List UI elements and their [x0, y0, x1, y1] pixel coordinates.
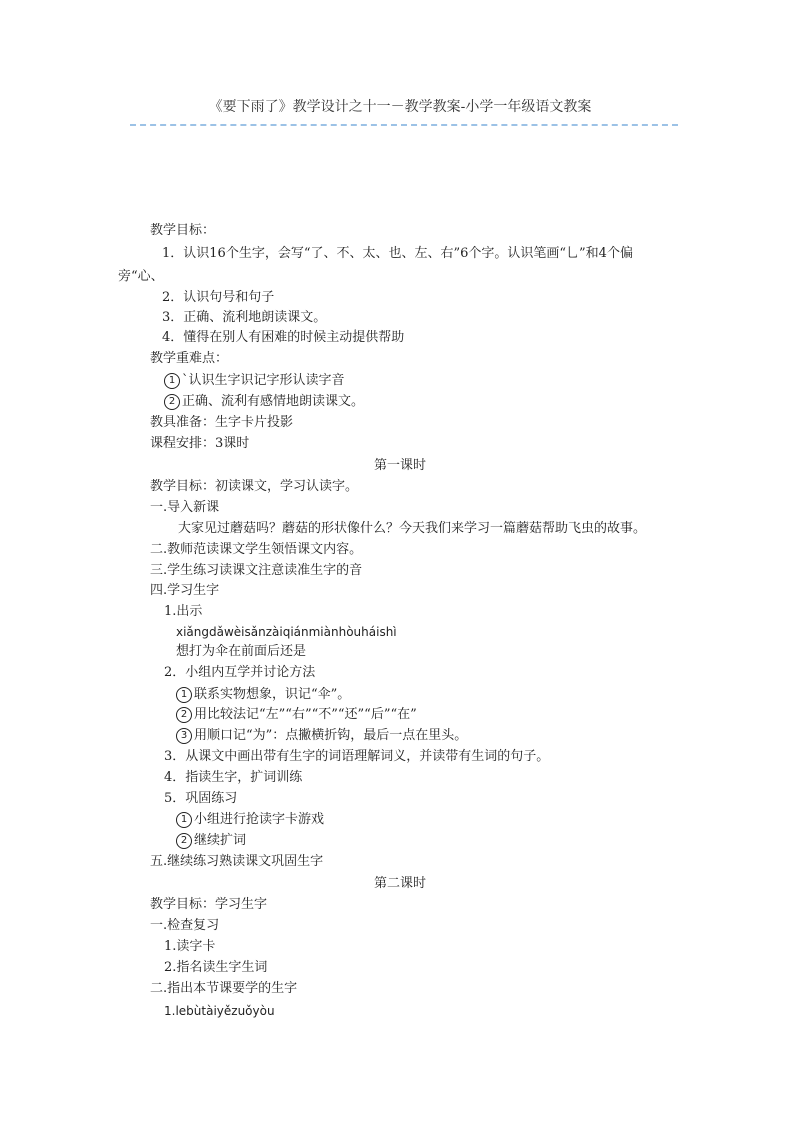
circled-number: 1	[164, 373, 180, 389]
step-4-2-a-text: 联系实物想象，识记“伞”。	[194, 687, 351, 702]
step-4-5-b-text: 继续扩词	[194, 833, 247, 848]
keypoint-1-text: `认识生字识记字形认读字音	[182, 373, 345, 388]
lesson-2-section-2: 二.指出本节课要学的生字	[150, 981, 298, 996]
pinyin-line-2: 1.lebùtàiyězuǒyòu	[164, 1004, 275, 1018]
objective-1: 1．认识16个生字，会写“了、不、太、也、左、右”6个字。认识笔画“乚”和4个偏	[162, 246, 633, 261]
keypoint-2	[164, 393, 364, 411]
step-4-2-c-text: 用顺口记“为”：点撇横折钩，最后一点在里头。	[194, 728, 468, 743]
objective-2: 2．认识句号和句子	[162, 290, 275, 305]
lesson-2-step-1-1: 1.读字卡	[164, 939, 216, 954]
lesson-1-goal: 教学目标：初读课文，学习认读字。	[150, 479, 359, 494]
objectives-heading: 教学目标：	[150, 223, 216, 238]
step-4-4: 4．指读生字，扩词训练	[164, 770, 303, 785]
step-4-2-b	[176, 706, 417, 724]
document-title: 《要下雨了》教学设计之十一－教学教案-小学一年级语文教案	[208, 99, 592, 115]
keypoint-2-text: 正确、流利有感情地朗读课文。	[182, 394, 365, 409]
title-divider	[130, 124, 678, 126]
step-4-2: 2．小组内互学并讨论方法	[164, 665, 316, 680]
lesson-1-title: 第一课时	[373, 458, 426, 473]
section-2: 二.教师范读课文学生领悟课文内容。	[150, 542, 363, 557]
step-4-1: 1.出示	[164, 604, 203, 619]
section-5: 五.继续练习熟读课文巩固生字	[150, 854, 324, 869]
pinyin-line-1: xiǎngdǎwèisǎnzàiqiánmiànhòuháishì	[176, 625, 397, 639]
circled-number: 3	[176, 728, 192, 744]
step-4-2-b-text: 用比较法记“左”“右”“不”“还”“后”“在”	[194, 707, 417, 722]
circled-number: 2	[176, 833, 192, 849]
lesson-2-section-1: 一.检查复习	[150, 918, 220, 933]
schedule: 课程安排：3课时	[150, 436, 250, 451]
step-4-5-a	[176, 811, 324, 829]
step-4-5: 5．巩固练习	[164, 791, 238, 806]
lesson-2-title: 第二课时	[373, 876, 426, 891]
circled-number: 1	[176, 687, 192, 703]
circled-number: 2	[176, 707, 192, 723]
lesson-2-step-1-2: 2.指名读生字生词	[164, 960, 268, 975]
step-4-5-b	[176, 832, 246, 850]
tools: 教具准备：生字卡片投影	[150, 415, 294, 430]
lesson-2-goal: 教学目标：学习生字	[150, 897, 268, 912]
section-1: 一.导入新课	[150, 500, 220, 515]
section-3: 三.学生练习读课文注意读准生字的音	[150, 563, 363, 578]
step-4-2-c	[176, 727, 467, 745]
step-4-5-a-text: 小组进行抢读字卡游戏	[194, 812, 325, 827]
keypoints-heading: 教学重难点：	[150, 351, 229, 366]
objective-4: 4．懂得在别人有困难的时候主动提供帮助	[162, 330, 405, 345]
step-4-3: 3．从课文中画出带有生字的词语理解词义，并读带有生词的句子。	[164, 749, 550, 764]
keypoint-1	[164, 372, 345, 390]
objective-1-continued: 旁“心、	[118, 269, 164, 284]
objective-3: 3．正确、流利地朗读课文。	[162, 310, 327, 325]
section-1-text: 大家见过蘑菇吗？蘑菇的形状像什么？今天我们来学习一篇蘑菇帮助飞虫的故事。	[178, 521, 647, 536]
step-4-1-text: 想打为伞在前面后还是	[176, 644, 307, 659]
section-4: 四.学习生字	[150, 583, 220, 598]
circled-number: 1	[176, 812, 192, 828]
circled-number: 2	[164, 394, 180, 410]
step-4-2-a	[176, 686, 350, 704]
